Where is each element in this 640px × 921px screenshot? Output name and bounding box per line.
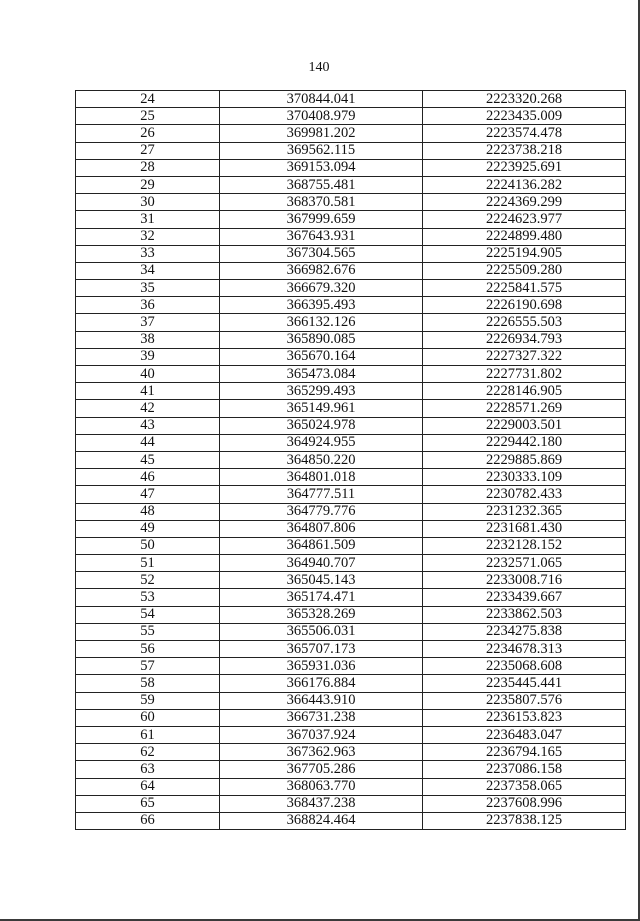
x-coordinate-cell: 369981.202 xyxy=(220,125,423,142)
x-coordinate-cell: 364924.955 xyxy=(220,434,423,451)
point-number-cell: 35 xyxy=(76,280,220,297)
y-coordinate-cell: 2233862.503 xyxy=(423,606,626,623)
table-row xyxy=(76,589,626,606)
point-number-cell: 39 xyxy=(76,348,220,365)
x-coordinate-cell: 366132.126 xyxy=(220,314,423,331)
point-number-cell: 42 xyxy=(76,400,220,417)
point-number-cell: 62 xyxy=(76,744,220,761)
x-coordinate-cell: 370408.979 xyxy=(220,108,423,125)
table-row xyxy=(76,245,626,262)
y-coordinate-cell: 2237838.125 xyxy=(423,812,626,829)
y-coordinate-cell: 2235445.441 xyxy=(423,675,626,692)
y-coordinate-cell: 2237358.065 xyxy=(423,778,626,795)
x-coordinate-cell: 364850.220 xyxy=(220,451,423,468)
x-coordinate-cell: 367999.659 xyxy=(220,211,423,228)
point-number-cell: 31 xyxy=(76,211,220,228)
point-number-cell: 49 xyxy=(76,520,220,537)
y-coordinate-cell: 2228571.269 xyxy=(423,400,626,417)
y-coordinate-cell: 2236153.823 xyxy=(423,709,626,726)
y-coordinate-cell: 2226190.698 xyxy=(423,297,626,314)
x-coordinate-cell: 364807.806 xyxy=(220,520,423,537)
point-number-cell: 57 xyxy=(76,658,220,675)
table-row xyxy=(76,383,626,400)
point-number-cell: 64 xyxy=(76,778,220,795)
x-coordinate-cell: 365045.143 xyxy=(220,572,423,589)
point-number-cell: 38 xyxy=(76,331,220,348)
point-number-cell: 47 xyxy=(76,486,220,503)
table-row xyxy=(76,194,626,211)
point-number-cell: 43 xyxy=(76,417,220,434)
x-coordinate-cell: 369562.115 xyxy=(220,142,423,159)
table-row xyxy=(76,675,626,692)
point-number-cell: 28 xyxy=(76,159,220,176)
point-number-cell: 37 xyxy=(76,314,220,331)
y-coordinate-cell: 2225194.905 xyxy=(423,245,626,262)
x-coordinate-cell: 366982.676 xyxy=(220,262,423,279)
y-coordinate-cell: 2224623.977 xyxy=(423,211,626,228)
point-number-cell: 56 xyxy=(76,641,220,658)
table-row xyxy=(76,176,626,193)
coordinates-table-body xyxy=(76,91,626,830)
table-row xyxy=(76,572,626,589)
point-number-cell: 61 xyxy=(76,726,220,743)
x-coordinate-cell: 365149.961 xyxy=(220,400,423,417)
table-row xyxy=(76,744,626,761)
y-coordinate-cell: 2236483.047 xyxy=(423,726,626,743)
y-coordinate-cell: 2234678.313 xyxy=(423,641,626,658)
point-number-cell: 50 xyxy=(76,537,220,554)
y-coordinate-cell: 2229442.180 xyxy=(423,434,626,451)
x-coordinate-cell: 369153.094 xyxy=(220,159,423,176)
x-coordinate-cell: 366176.884 xyxy=(220,675,423,692)
y-coordinate-cell: 2233439.667 xyxy=(423,589,626,606)
table-row xyxy=(76,761,626,778)
y-coordinate-cell: 2235807.576 xyxy=(423,692,626,709)
point-number-cell: 41 xyxy=(76,383,220,400)
point-number-cell: 51 xyxy=(76,555,220,572)
x-coordinate-cell: 365670.164 xyxy=(220,348,423,365)
table-row xyxy=(76,503,626,520)
x-coordinate-cell: 364801.018 xyxy=(220,469,423,486)
y-coordinate-cell: 2232128.152 xyxy=(423,537,626,554)
y-coordinate-cell: 2225841.575 xyxy=(423,280,626,297)
table-row xyxy=(76,91,626,108)
x-coordinate-cell: 367304.565 xyxy=(220,245,423,262)
table-row xyxy=(76,314,626,331)
x-coordinate-cell: 367362.963 xyxy=(220,744,423,761)
point-number-cell: 34 xyxy=(76,262,220,279)
point-number-cell: 36 xyxy=(76,297,220,314)
table-row xyxy=(76,469,626,486)
y-coordinate-cell: 2230333.109 xyxy=(423,469,626,486)
table-row xyxy=(76,331,626,348)
point-number-cell: 30 xyxy=(76,194,220,211)
point-number-cell: 46 xyxy=(76,469,220,486)
table-row xyxy=(76,486,626,503)
x-coordinate-cell: 366731.238 xyxy=(220,709,423,726)
point-number-cell: 40 xyxy=(76,366,220,383)
y-coordinate-cell: 2231232.365 xyxy=(423,503,626,520)
y-coordinate-cell: 2229003.501 xyxy=(423,417,626,434)
table-row xyxy=(76,125,626,142)
y-coordinate-cell: 2236794.165 xyxy=(423,744,626,761)
table-row xyxy=(76,726,626,743)
x-coordinate-cell: 365506.031 xyxy=(220,623,423,640)
point-number-cell: 25 xyxy=(76,108,220,125)
table-row xyxy=(76,520,626,537)
point-number-cell: 24 xyxy=(76,91,220,108)
x-coordinate-cell: 368437.238 xyxy=(220,795,423,812)
x-coordinate-cell: 370844.041 xyxy=(220,91,423,108)
x-coordinate-cell: 365890.085 xyxy=(220,331,423,348)
table-row xyxy=(76,228,626,245)
y-coordinate-cell: 2223738.218 xyxy=(423,142,626,159)
table-row xyxy=(76,692,626,709)
table-row xyxy=(76,348,626,365)
table-row xyxy=(76,555,626,572)
point-number-cell: 29 xyxy=(76,176,220,193)
table-row xyxy=(76,211,626,228)
point-number-cell: 59 xyxy=(76,692,220,709)
x-coordinate-cell: 365299.493 xyxy=(220,383,423,400)
x-coordinate-cell: 367643.931 xyxy=(220,228,423,245)
x-coordinate-cell: 366443.910 xyxy=(220,692,423,709)
table-row xyxy=(76,434,626,451)
x-coordinate-cell: 364940.707 xyxy=(220,555,423,572)
y-coordinate-cell: 2231681.430 xyxy=(423,520,626,537)
y-coordinate-cell: 2230782.433 xyxy=(423,486,626,503)
x-coordinate-cell: 365174.471 xyxy=(220,589,423,606)
x-coordinate-cell: 365707.173 xyxy=(220,641,423,658)
y-coordinate-cell: 2224136.282 xyxy=(423,176,626,193)
x-coordinate-cell: 366679.320 xyxy=(220,280,423,297)
y-coordinate-cell: 2237086.158 xyxy=(423,761,626,778)
x-coordinate-cell: 364779.776 xyxy=(220,503,423,520)
x-coordinate-cell: 367705.286 xyxy=(220,761,423,778)
x-coordinate-cell: 368370.581 xyxy=(220,194,423,211)
y-coordinate-cell: 2223925.691 xyxy=(423,159,626,176)
point-number-cell: 27 xyxy=(76,142,220,159)
y-coordinate-cell: 2223320.268 xyxy=(423,91,626,108)
y-coordinate-cell: 2224369.299 xyxy=(423,194,626,211)
x-coordinate-cell: 368063.770 xyxy=(220,778,423,795)
x-coordinate-cell: 368824.464 xyxy=(220,812,423,829)
x-coordinate-cell: 366395.493 xyxy=(220,297,423,314)
point-number-cell: 63 xyxy=(76,761,220,778)
point-number-cell: 66 xyxy=(76,812,220,829)
point-number-cell: 48 xyxy=(76,503,220,520)
point-number-cell: 45 xyxy=(76,451,220,468)
table-row xyxy=(76,812,626,829)
x-coordinate-cell: 364861.509 xyxy=(220,537,423,554)
x-coordinate-cell: 365473.084 xyxy=(220,366,423,383)
point-number-cell: 55 xyxy=(76,623,220,640)
point-number-cell: 58 xyxy=(76,675,220,692)
coordinates-table xyxy=(75,90,626,830)
y-coordinate-cell: 2226934.793 xyxy=(423,331,626,348)
y-coordinate-cell: 2223435.009 xyxy=(423,108,626,125)
table-row xyxy=(76,451,626,468)
x-coordinate-cell: 367037.924 xyxy=(220,726,423,743)
table-row xyxy=(76,709,626,726)
page-number: 140 xyxy=(308,60,330,75)
x-coordinate-cell: 364777.511 xyxy=(220,486,423,503)
point-number-cell: 54 xyxy=(76,606,220,623)
table-row xyxy=(76,641,626,658)
table-row xyxy=(76,142,626,159)
table-row xyxy=(76,297,626,314)
point-number-cell: 60 xyxy=(76,709,220,726)
point-number-cell: 44 xyxy=(76,434,220,451)
y-coordinate-cell: 2226555.503 xyxy=(423,314,626,331)
y-coordinate-cell: 2234275.838 xyxy=(423,623,626,640)
x-coordinate-cell: 365328.269 xyxy=(220,606,423,623)
point-number-cell: 53 xyxy=(76,589,220,606)
table-row xyxy=(76,108,626,125)
table-row xyxy=(76,623,626,640)
y-coordinate-cell: 2235068.608 xyxy=(423,658,626,675)
y-coordinate-cell: 2225509.280 xyxy=(423,262,626,279)
table-row xyxy=(76,606,626,623)
point-number-cell: 33 xyxy=(76,245,220,262)
x-coordinate-cell: 365024.978 xyxy=(220,417,423,434)
x-coordinate-cell: 368755.481 xyxy=(220,176,423,193)
point-number-cell: 32 xyxy=(76,228,220,245)
table-row xyxy=(76,159,626,176)
table-row xyxy=(76,366,626,383)
y-coordinate-cell: 2233008.716 xyxy=(423,572,626,589)
table-row xyxy=(76,262,626,279)
y-coordinate-cell: 2224899.480 xyxy=(423,228,626,245)
point-number-cell: 65 xyxy=(76,795,220,812)
y-coordinate-cell: 2227731.802 xyxy=(423,366,626,383)
y-coordinate-cell: 2227327.322 xyxy=(423,348,626,365)
x-coordinate-cell: 365931.036 xyxy=(220,658,423,675)
table-row xyxy=(76,400,626,417)
table-row xyxy=(76,778,626,795)
table-row xyxy=(76,280,626,297)
table-row xyxy=(76,795,626,812)
y-coordinate-cell: 2232571.065 xyxy=(423,555,626,572)
table-row xyxy=(76,537,626,554)
y-coordinate-cell: 2229885.869 xyxy=(423,451,626,468)
y-coordinate-cell: 2223574.478 xyxy=(423,125,626,142)
table-row xyxy=(76,417,626,434)
point-number-cell: 26 xyxy=(76,125,220,142)
y-coordinate-cell: 2237608.996 xyxy=(423,795,626,812)
y-coordinate-cell: 2228146.905 xyxy=(423,383,626,400)
point-number-cell: 52 xyxy=(76,572,220,589)
table-row xyxy=(76,658,626,675)
